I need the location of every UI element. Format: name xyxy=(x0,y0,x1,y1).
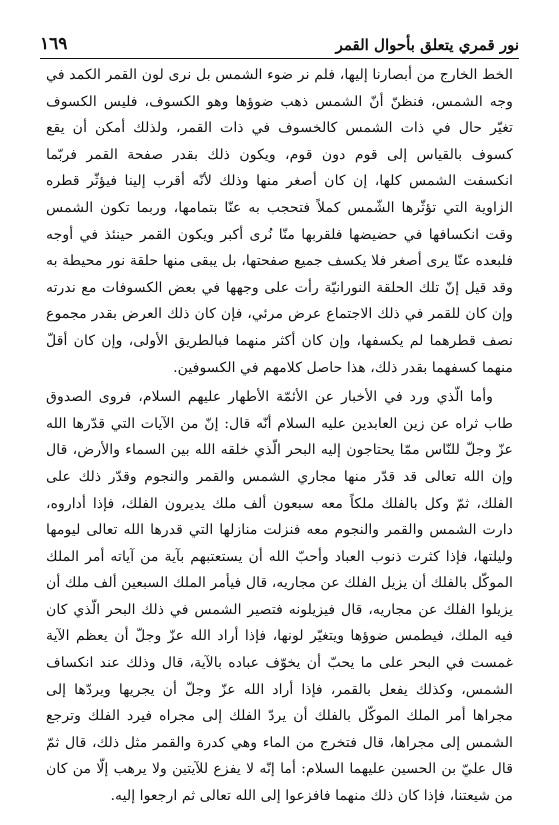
page-number: ١٦٩ xyxy=(40,34,68,54)
running-title: نور قمري يتعلق بأحوال القمر xyxy=(335,36,519,54)
header-rule xyxy=(40,58,519,59)
page-header xyxy=(40,26,519,54)
page-body xyxy=(46,62,513,810)
paragraph-narration: وأما الّذي ورد في الأخبار عن الأئمّة الأطهار عليهم السلام، فروى الصدوق طاب ثراه عن زين العابدين عليه السلام أنّه قال: إنّ من الآيات التي قدّرها الله عزّ وجلّ للنّاس ممّا يحتاجون إليه البحر الّذي خلقه الله بين السماء والأرض، قال وإن الله تعالى قد قدّر منها مجاري الشمس والقمر والنجوم وقدّر ذلك على الفلك، ثمّ وكل بالفلك ملكاً معه سبعون ألف ملك يديرون الفلك، فإذا أداروه، دارت الشمس والقمر والنجوم معه فنزلت منازلها التي قدرها الله تعالى ليومها وليلتها، فإذا كثرت ذنوب العباد وأحبّ الله أن يستعتبهم بآية من آياته أمر الملك الموكّل بالفلك أن يزيل الفلك عن مجاريه، قال فيأمر الملك السبعين ألف ملك أن يزيلوا الفلك عن مجاريه، قال فيزيلونه فتصير الشمس في ذلك البحر الّذي كان فيه الملك، فيطمس ضوؤها ويتغيّر لونها، فإذا أراد الله عزّ وجلّ أن يعظم الآية غمست في البحر على ما يحبّ أن يخوّف عباده بالآية، قال وذلك عند انكساف الشمس، وكذلك يفعل بالقمر، فإذا أراد الله عزّ وجلّ أن يجريها ويردّها إلى مجراها أمر الملك الموكّل بالفلك أن يردّ الفلك إلى مجراه فيرد الفلك وترجع الشمس إلى مجراها، قال فتخرج من الماء وهي كدرة والقمر مثل ذلك، قال ثمّ قال عليّ بن الحسين عليهما السلام: أما إنّه لا يفزع للآيتين ولا يرهب إلّا من كان من شيعتنا، فإذا كان ذلك منهما فافزعوا إلى الله تعالى ثم ارجعوا إليه. xyxy=(46,389,513,805)
paragraph-eclipse-explanation: الخط الخارج من أبصارنا إليها، فلم نر ضوء الشمس بل نرى لون القمر الكمد في وجه الشمس، فنظنّ أنّ الشمس ذهب ضوؤها وهو الكسوف، فليس الكسوف تغيّر حال في ذات الشمس كالخسوف في ذات القمر، ولذلك أمكن أن يقع كسوف بالقياس إلى قوم دون قوم، ويكون ذلك بقدر صفحة القمر فربّما انكسفت الشمس كلها، إن كان أصغر منها وذلك لأنّه أقرب إلينا فيؤثّر قطره الزاوية التي تؤثّرها الشّمس كملاً فتحجب به عنّا بتمامها، وربما تكون الشمس وقت انكسافها في حضيضها فلقربها منّا نُرى أكبر ويكون القمر حينئذ في أوجه فلبعده عنّا يرى أصغر فلا يكسف جميع صفحتها، بل يبقى منها حلقة نور محيطة به وقد قيل إنّ تلك الحلقة النورانيّة رأت على وجهها في بعض الكسوفات مع ندرته وإن كان للقمر في ذلك الاجتماع عرض مرئي، فإن كان ذلك العرض بقدر مجموع نصف قطرهما لم يكسفها، وإن كان أكثر منهما فبالطريق الأولى، وإن كان أقلّ منهما كسفهما بقدر ذلك، هذا حاصل كلامهم في الكسوفين. xyxy=(46,67,513,376)
